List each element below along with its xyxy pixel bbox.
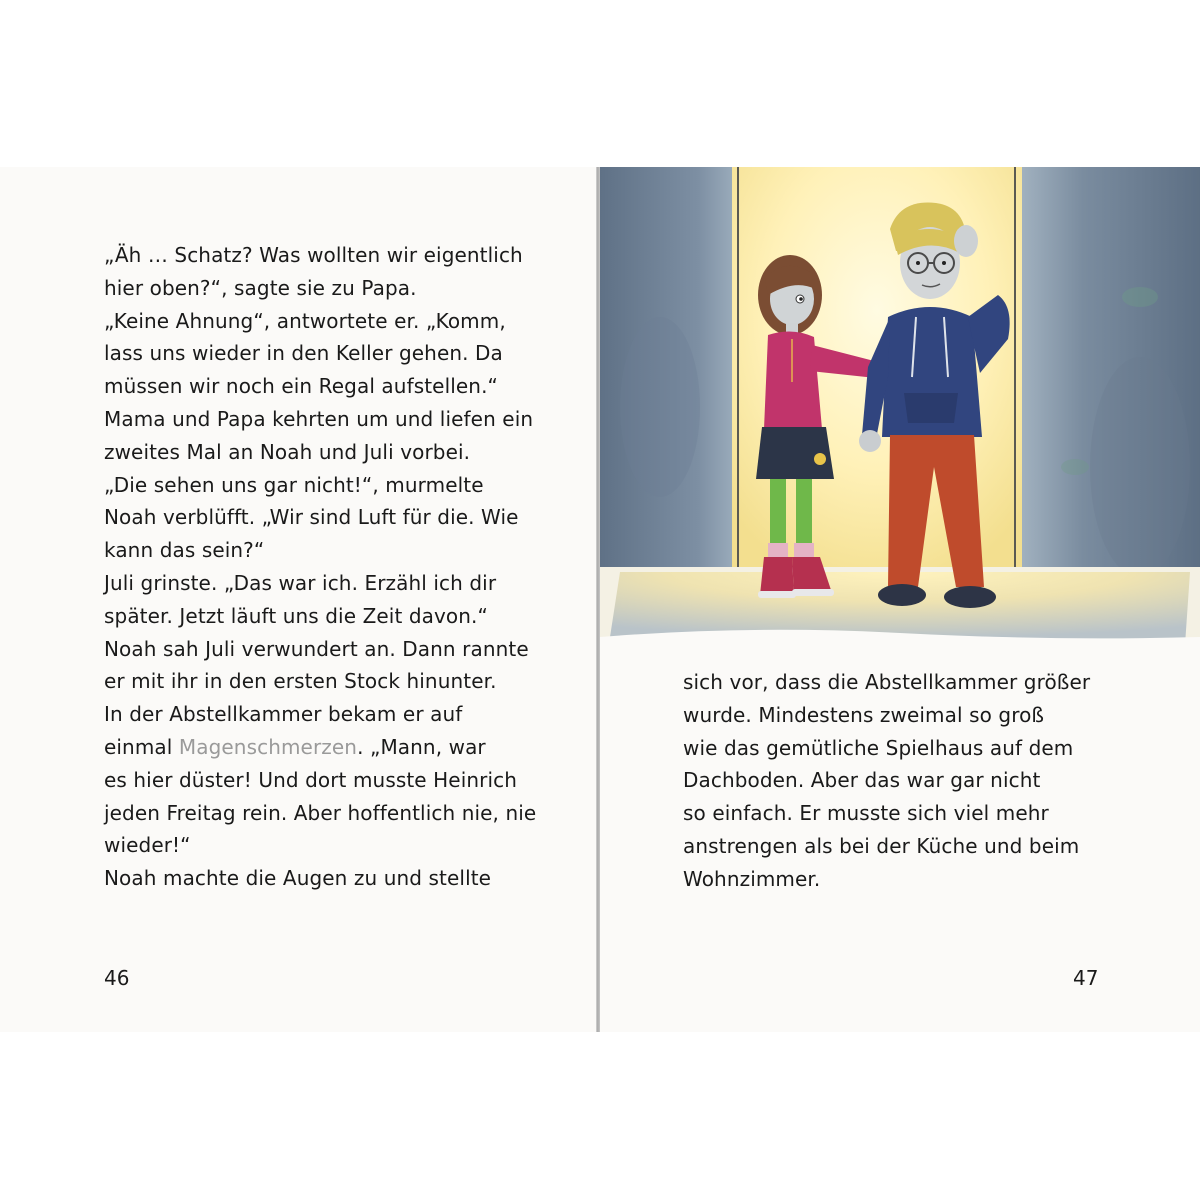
text-line: hier oben?“, sagte sie zu Papa. <box>104 275 417 300</box>
text-line: Dachboden. Aber das war gar nicht <box>683 768 1041 793</box>
right-page-text <box>683 666 1163 896</box>
page-number-left: 46 <box>104 966 130 990</box>
text-line: wurde. Mindestens zweimal so groß <box>683 702 1045 727</box>
text-line: Mama und Papa kehrten um und liefen ein <box>104 406 534 431</box>
line-part: einmal <box>104 734 179 759</box>
text-line: zweites Mal an Noah und Juli vorbei. <box>104 439 471 464</box>
text-line: müssen wir noch ein Regal aufstellen.“ <box>104 374 498 399</box>
left-page-text <box>104 239 584 895</box>
book-spread <box>0 167 1200 1032</box>
text-line-with-glossary-term <box>104 731 584 764</box>
text-line: Noah machte die Augen zu und stellte <box>104 866 492 891</box>
text-line: Wohnzimmer. <box>683 866 821 891</box>
text-line: so einfach. Er musste sich viel mehr <box>683 801 1049 826</box>
text-line: „Keine Ahnung“, antwortete er. „Komm, <box>104 308 506 333</box>
text-line: es hier düster! Und dort musste Heinrich <box>104 767 517 792</box>
text-line: wieder!“ <box>104 833 191 858</box>
right-page <box>600 167 1200 1032</box>
text-line: Noah verblüfft. „Wir sind Luft für die. Wie <box>104 505 519 530</box>
text-line: „Äh … Schatz? Was wollten wir eigentlich <box>104 243 523 267</box>
text-line: Noah sah Juli verwundert an. Dann rannte <box>104 636 529 661</box>
text-line: er mit ihr in den ersten Stock hinunter. <box>104 669 497 694</box>
text-line: später. Jetzt läuft uns die Zeit davon.“ <box>104 603 488 628</box>
illustration-children-in-doorway <box>600 167 1200 652</box>
text-line: wie das gemütliche Spielhaus auf dem <box>683 735 1074 760</box>
page-number-right: 47 <box>1073 966 1099 990</box>
text-line: jeden Freitag rein. Aber hoffentlich nie, nie <box>104 800 537 825</box>
text-line: In der Abstellkammer bekam er auf <box>104 702 463 727</box>
text-line: sich vor, dass die Abstellkammer größer <box>683 670 1091 694</box>
text-line: lass uns wieder in den Keller gehen. Da <box>104 341 503 366</box>
text-line: kann das sein?“ <box>104 538 265 563</box>
text-line: anstrengen als bei der Küche und beim <box>683 833 1080 858</box>
text-line: „Die sehen uns gar nicht!“, murmelte <box>104 472 484 497</box>
glossary-term: Magenschmerzen <box>178 734 358 759</box>
line-part: . „Mann, war <box>357 734 486 759</box>
text-line: Juli grinste. „Das war ich. Erzähl ich dir <box>104 570 497 595</box>
left-page <box>0 167 596 1032</box>
